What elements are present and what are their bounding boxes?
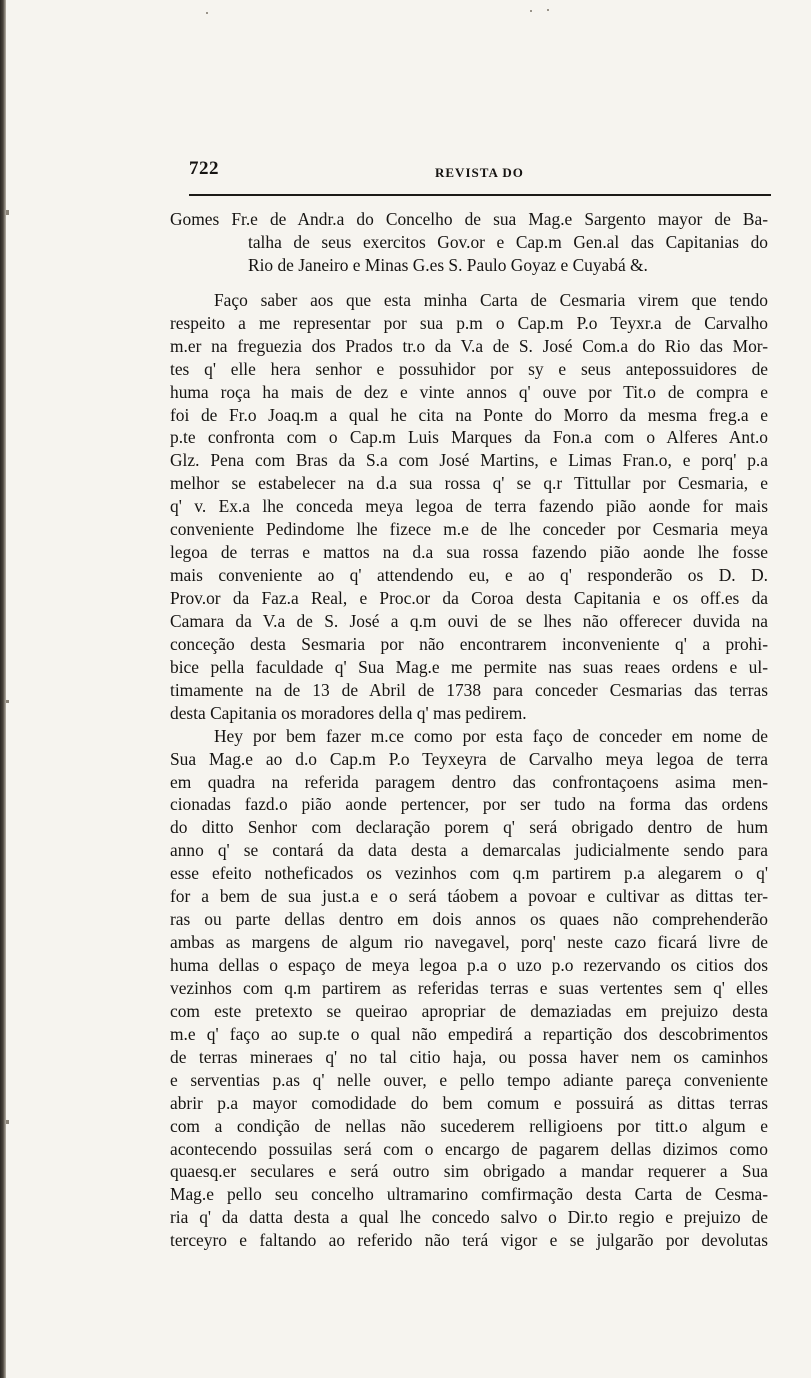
text-line: ras ou parte dellas dentro em dois annos os quaes não comprehenderão: [170, 909, 768, 930]
heading-line: Gomes Fr.e de Andr.a do Concelho de sua Mag.e Sargento mayor de Ba-: [170, 209, 768, 229]
text-line: foi de Fr.o Joaq.m a qual he cita na Ponte do Morro da mesma freg.a e: [170, 404, 768, 425]
text-line: Mag.e pello seu concelho ultramarino comfirmação desta Carta de Cesma-: [170, 1184, 768, 1205]
document-text: [170, 208, 768, 1252]
address-heading: [170, 208, 768, 277]
text-line: quaesq.er seculares e será outro sim obrigado a mandar requerer a Sua: [170, 1161, 768, 1182]
text-line: vezinhos com q.m partirem as referidas terras e suas vertentes sem q' elles: [170, 977, 768, 998]
text-line: Camara da V.a de S. José a q.m ouvi de se lhes não offerecer duvida na: [170, 610, 768, 631]
text-line: p.te confronta com o Cap.m Luis Marques da Fon.a com o Alferes Ant.o: [170, 427, 768, 448]
text-line: Faço saber aos que esta minha Carta de Cesmaria virem que tendo: [214, 289, 768, 310]
text-line: acontecendo possuilas será com o encargo de pagarem dellas dizimos como: [170, 1138, 768, 1159]
running-head: [189, 158, 771, 184]
text-line: huma roça ha mais de dez e vinte annos q' ouve por Tit.o de compra e: [170, 381, 768, 402]
text-line: bice pella faculdade q' Sua Mag.e me permite nas suas reaes ordens e ul-: [170, 656, 768, 677]
text-line: e serventias p.as q' nelle ouver, e pello tempo adiante pareça conveniente: [170, 1069, 768, 1090]
text-line: com este pretexto se queirao apropriar de demaziadas em prejuizo desta: [170, 1000, 768, 1021]
journal-title: REVISTA DO: [435, 165, 524, 180]
binding-speck: [6, 1120, 9, 1124]
text-line: m.e q' faço ao sup.te o qual não empedirá a repartição dos descobrimentos: [170, 1023, 768, 1044]
text-line: conceção desta Sesmaria por não encontrarem inconveniente q' a prohi-: [170, 633, 768, 654]
text-line: q' v. Ex.a lhe conceda meya legoa de terra fazendo pião aonde for mais: [170, 496, 768, 517]
text-line: anno q' se contará da data desta a demarcalas judicialmente sendo para: [170, 840, 768, 861]
text-line: melhor se estabelecer na d.a sua rossa q' se q.r Tittullar por Cesmaria, e: [170, 473, 768, 494]
text-line: ria q' da datta desta a qual lhe concedo salvo o Dir.to regio e prejuizo de: [170, 1207, 768, 1228]
text-line: Glz. Pena com Bras da S.a com José Martins, e Limas Fran.o, e porq' p.a: [170, 450, 768, 471]
page-binding-edge: [0, 0, 6, 1378]
heading-line: Rio de Janeiro e Minas G.es S. Paulo Goyaz e Cuyabá &.: [248, 254, 648, 275]
paragraph-2: [170, 725, 768, 1253]
text-line: timamente na de 13 de Abril de 1738 para conceder Cesmarias das terras: [170, 679, 768, 700]
text-line: tes q' elle hera senhor e possuhidor por sy e seus antepossuidores de: [170, 358, 768, 379]
text-line: desta Capitania os moradores della q' mas pedirem.: [170, 702, 527, 723]
text-line: mais conveniente ao q' attendendo eu, e ao q' responderão os D. D.: [170, 565, 768, 586]
text-line: conveniente Pedindome lhe fizece m.e de lhe conceder por Cesmaria meya: [170, 519, 768, 540]
text-line: terceyro e faltando ao referido não terá vigor e se julgarão por devolutas: [170, 1230, 768, 1251]
scan-specks: [200, 4, 600, 18]
text-line: de terras mineraes q' no tal citio haja, ou possa haver nem os caminhos: [170, 1046, 768, 1067]
text-line: esse efeito notheficados os vezinhos com q.m partirem p.a alegarem o q': [170, 863, 768, 884]
heading-line: talha de seus exercitos Gov.or e Cap.m Gen.al das Capitanias do: [248, 231, 768, 252]
header-rule: [189, 194, 771, 196]
text-line: Hey por bem fazer m.ce como por esta faço de conceder em nome de: [214, 725, 768, 746]
text-line: Prov.or da Faz.a Real, e Proc.or da Coroa desta Capitania e os off.es da: [170, 588, 768, 608]
paragraph-1: [170, 289, 768, 725]
text-line: Sua Mag.e ao d.o Cap.m P.o Teyxeyra de Carvalho meya legoa de terra: [170, 748, 768, 769]
text-line: com a condição de nellas não sucederem relligioens por titt.o algum e: [170, 1115, 768, 1136]
page-number: 722: [189, 158, 219, 179]
text-line: respeito a me representar por sua p.m o Cap.m P.o Teyxr.a de Carvalho: [170, 312, 768, 333]
text-line: legoa de terras e mattos na d.a sua rossa fazendo pião aonde lhe fosse: [170, 542, 768, 563]
text-line: ambas as margens de algum rio navegavel, porq' neste cazo ficará livre de: [170, 932, 768, 953]
text-line: do ditto Senhor com declaração porem q' será obrigado dentro de hum: [170, 817, 768, 838]
text-line: m.er na freguezia dos Prados tr.o da V.a de S. José Com.a do Rio das Mor-: [170, 335, 768, 356]
binding-speck: [6, 210, 9, 215]
text-line: huma dellas o espaço de meya legoa p.a o uzo p.o rezervando os citios dos: [170, 955, 768, 975]
binding-speck: [6, 700, 9, 703]
text-line: abrir p.a mayor comodidade do bem comum e possuirá as dittas terras: [170, 1092, 768, 1113]
text-line: cionadas fazd.o pião aonde pertencer, por ser tudo na forma das ordens: [170, 794, 768, 815]
text-line: em quadra na referida paragem dentro das confrontaçoens asima men-: [170, 771, 768, 792]
text-line: for a bem de sua just.a e o será táobem a povoar e cultivar as dittas ter-: [170, 886, 768, 907]
